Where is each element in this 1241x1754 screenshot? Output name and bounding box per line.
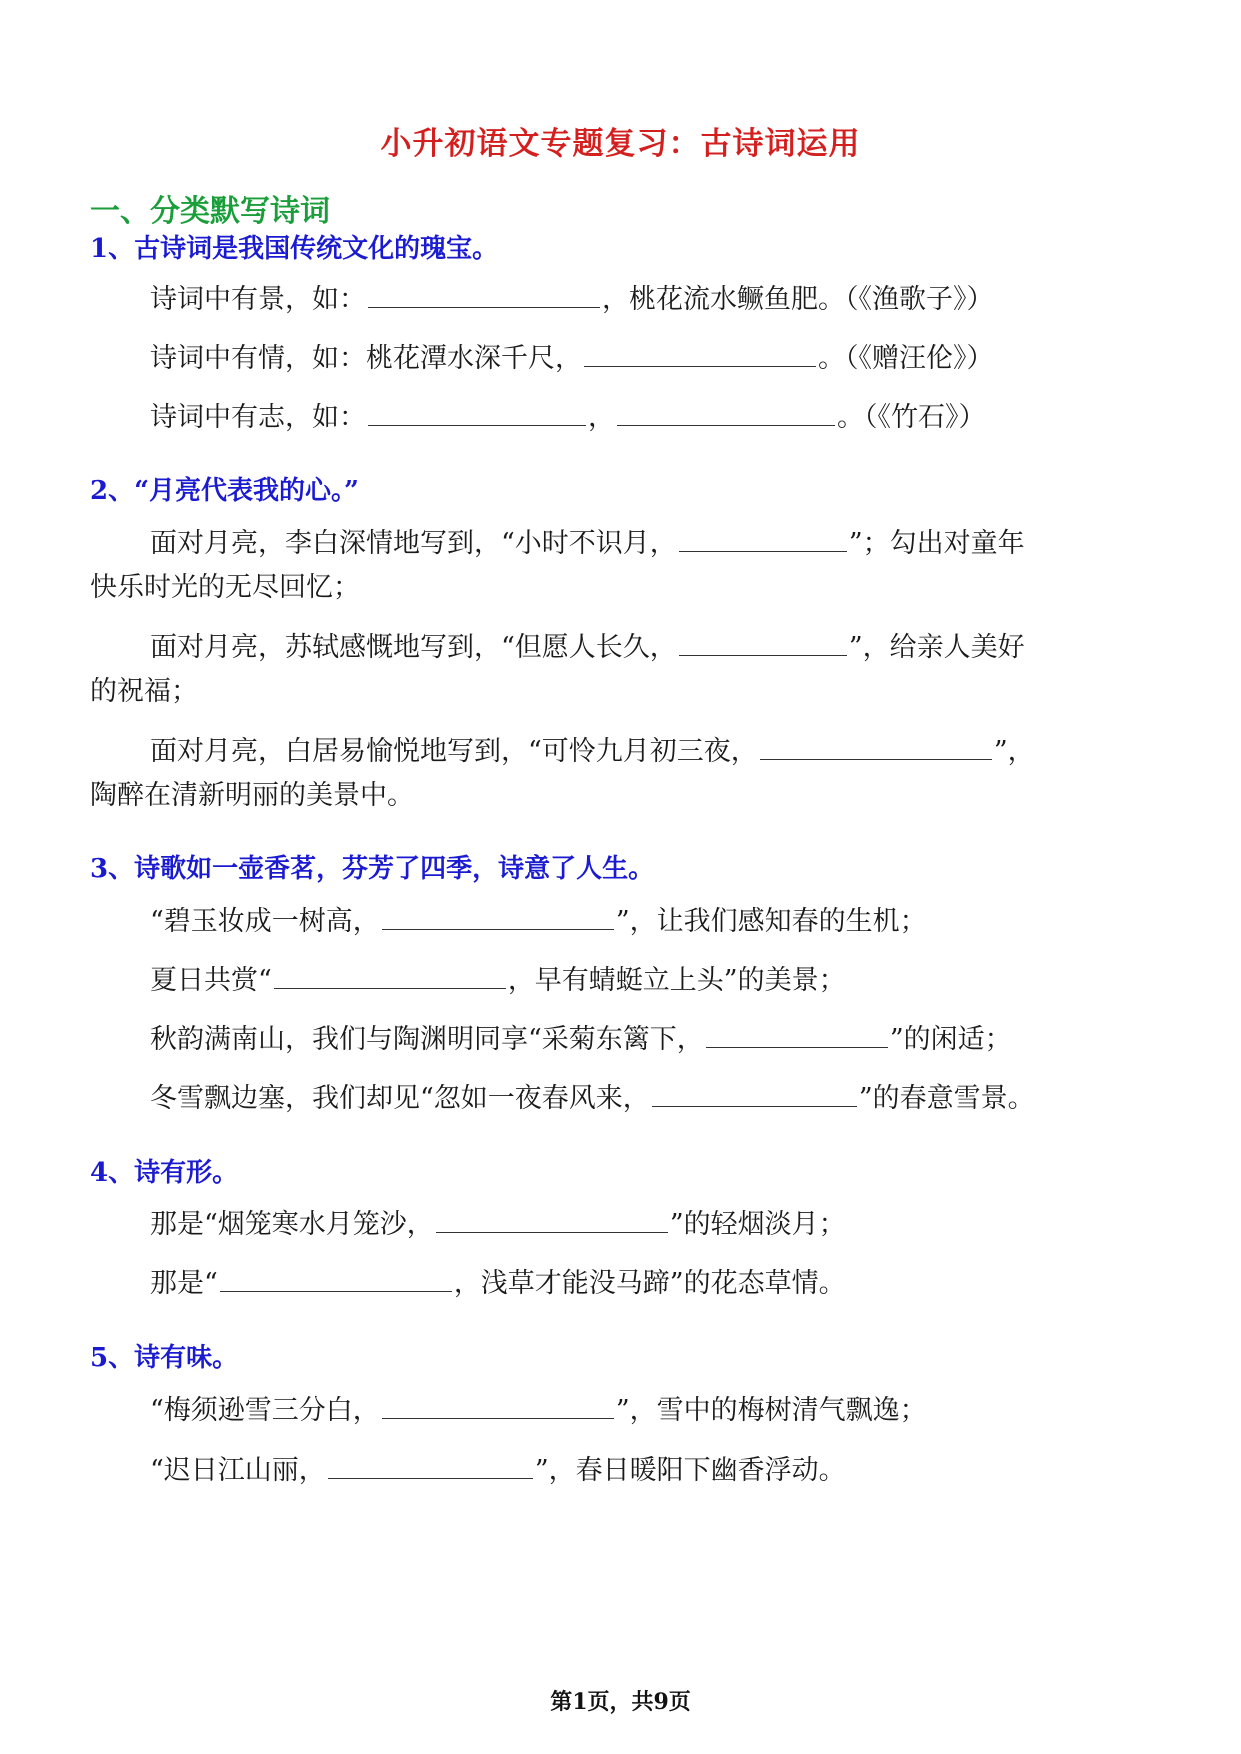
q5-line-1-text-a: “梅须逊雪三分白， [150,1395,380,1426]
fill-blank[interactable] [679,527,847,552]
q3-line-2-text-b: ，早有蜻蜓立上头”的美景； [507,965,846,996]
q3-line-3 [150,1023,1012,1053]
q2-para-1 [150,527,1025,557]
fill-blank[interactable] [382,905,614,930]
question-1-heading: 1、古诗词是我国传统文化的瑰宝。 [90,234,499,264]
fill-blank[interactable] [382,1394,614,1419]
q5-line-1-text-b: ”，雪中的梅树清气飘逸； [615,1395,927,1426]
q1-line-3-text-c: 。（《竹石》） [837,402,986,433]
page-footer: 第1页，共9页 [550,1689,691,1715]
q3-line-1-text-b: ”，让我们感知春的生机； [615,906,927,937]
q3-line-1-text-a: “碧玉妆成一树高， [150,906,380,937]
q3-line-4-text-b: ”的春意雪景。 [858,1083,1035,1114]
fill-blank[interactable] [760,735,992,760]
q2-para-3 [150,735,1035,765]
section-heading: 一、分类默写诗词 [90,194,330,229]
q1-line-2 [150,342,994,372]
q4-line-1-text-b: ”的轻烟淡月； [669,1209,846,1240]
fill-blank[interactable] [706,1023,888,1048]
q5-line-2-text-a: “迟日江山丽， [150,1455,326,1486]
q2-para-2 [150,631,1025,661]
q2-para-2-cont: 的祝福； [90,676,198,707]
q3-line-3-text-b: ”的闲适； [889,1024,1012,1055]
q3-line-2-text-a: 夏日共赏“ [150,965,272,996]
question-3-heading: 3、诗歌如一壶香茗，芬芳了四季，诗意了人生。 [90,854,655,884]
fill-blank[interactable] [617,401,835,426]
fill-blank[interactable] [368,401,586,426]
q5-line-2 [150,1454,846,1484]
fill-blank[interactable] [584,342,816,367]
fill-blank[interactable] [328,1454,533,1479]
q1-line-1-text-b: ，桃花流水鳜鱼肥。（《渔歌子》） [602,284,994,315]
q1-line-3-text-a: 诗词中有志，如： [150,402,366,433]
q2-para-1-text-b: ”；勾出对童年 [848,528,1025,559]
q4-line-1 [150,1208,846,1238]
q2-para-1-text-a: 面对月亮，李白深情地写到，“小时不识月， [150,528,677,559]
page-title: 小升初语文专题复习：古诗词运用 [380,126,861,162]
fill-blank[interactable] [652,1082,857,1107]
q4-line-2 [150,1267,846,1297]
q3-line-1 [150,905,927,935]
q2-para-3-text-a: 面对月亮，白居易愉悦地写到，“可怜九月初三夜， [150,736,758,767]
q4-line-1-text-a: 那是“烟笼寒水月笼沙， [150,1209,434,1240]
q1-line-2-text-b: 。（《赠汪伦》） [818,343,994,374]
q5-line-1 [150,1394,927,1424]
q2-para-1-cont: 快乐时光的无尽回忆； [90,572,360,603]
fill-blank[interactable] [274,964,506,989]
q1-line-1-text-a: 诗词中有景，如： [150,284,366,315]
fill-blank[interactable] [220,1267,452,1292]
question-5-heading: 5、诗有味。 [90,1343,239,1373]
q3-line-2 [150,964,846,994]
q2-para-3-cont: 陶醉在清新明丽的美景中。 [90,780,414,811]
q3-line-4 [150,1082,1035,1112]
q2-para-2-text-a: 面对月亮，苏轼感慨地写到，“但愿人长久， [150,632,677,663]
q2-para-3-text-b: ”， [993,736,1035,767]
q1-line-3 [150,401,986,431]
question-4-heading: 4、诗有形。 [90,1158,239,1188]
q1-line-1 [150,283,994,313]
q3-line-4-text-a: 冬雪飘边塞，我们却见“忽如一夜春风来， [150,1083,650,1114]
q1-line-2-text-a: 诗词中有情，如：桃花潭水深千尺， [150,343,582,374]
q2-para-2-text-b: ”，给亲人美好 [848,632,1025,663]
q5-line-2-text-b: ”，春日暖阳下幽香浮动。 [534,1455,846,1486]
q4-line-2-text-b: ，浅草才能没马蹄”的花态草情。 [453,1268,846,1299]
fill-blank[interactable] [368,283,600,308]
question-2-heading: 2、“月亮代表我的心。” [90,476,360,506]
q1-line-3-text-b: ， [588,402,615,433]
q3-line-3-text-a: 秋韵满南山，我们与陶渊明同享“采菊东篱下， [150,1024,704,1055]
fill-blank[interactable] [436,1208,668,1233]
q4-line-2-text-a: 那是“ [150,1268,218,1299]
fill-blank[interactable] [679,631,847,656]
